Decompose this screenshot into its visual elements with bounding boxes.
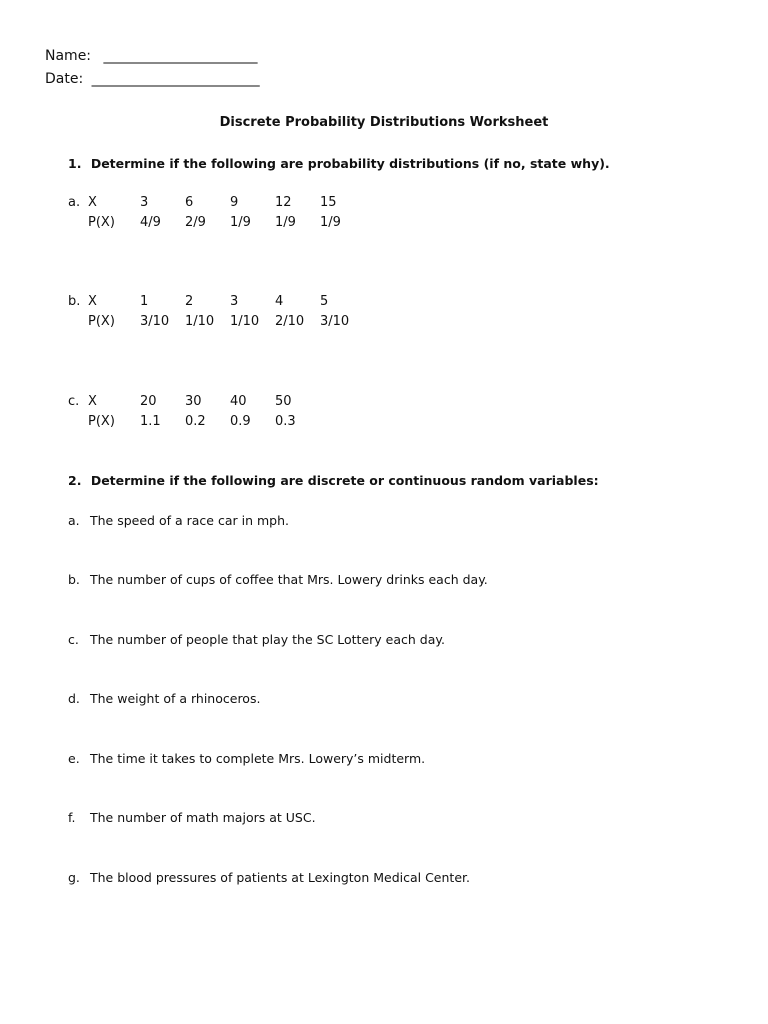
p-value: 1/9	[230, 214, 251, 230]
item-text: The number of people that play the SC Lottery each day.	[90, 632, 445, 647]
part-letter: b.	[68, 293, 81, 309]
date-line	[45, 71, 260, 87]
part-letter: c.	[68, 393, 80, 409]
x-label: X	[88, 293, 97, 309]
x-row	[68, 192, 365, 212]
p-row	[68, 311, 365, 331]
x-value: 9	[230, 194, 239, 210]
x-value: 50	[275, 393, 292, 409]
list-item	[68, 513, 289, 528]
x-value: 40	[230, 393, 247, 409]
x-label: X	[88, 194, 97, 210]
date-blank: ________________________	[91, 71, 260, 87]
item-letter: b.	[68, 572, 80, 587]
question-2	[68, 473, 599, 488]
question-2-number: 2.	[68, 473, 82, 488]
item-text: The blood pressures of patients at Lexington Medical Center.	[90, 870, 470, 885]
x-row	[68, 391, 320, 411]
distribution-table-c	[68, 391, 320, 431]
part-letter: a.	[68, 194, 81, 210]
list-item	[68, 632, 445, 647]
p-row	[68, 411, 320, 431]
question-1-number: 1.	[68, 156, 82, 171]
x-value: 12	[275, 194, 292, 210]
p-value: 1.1	[140, 413, 161, 429]
p-row	[68, 212, 365, 232]
page-title: Discrete Probability Distributions Worksheet	[219, 115, 549, 130]
p-value: 1/9	[320, 214, 341, 230]
question-1	[68, 156, 610, 171]
question-2-text: Determine if the following are discrete or continuous random variables:	[90, 473, 599, 488]
distribution-table-b	[68, 291, 365, 331]
x-value: 6	[185, 194, 194, 210]
x-value: 30	[185, 393, 202, 409]
item-letter: d.	[68, 691, 80, 706]
list-item	[68, 572, 488, 587]
name-label: Name:	[45, 48, 92, 64]
name-line	[45, 48, 257, 64]
item-text: The weight of a rhinoceros.	[90, 691, 261, 706]
p-value: 0.3	[275, 413, 296, 429]
p-value: 1/10	[230, 313, 260, 329]
p-label: P(X)	[88, 313, 115, 329]
p-value: 1/9	[275, 214, 296, 230]
p-value: 2/10	[275, 313, 305, 329]
p-value: 0.9	[230, 413, 251, 429]
p-value: 4/9	[140, 214, 161, 230]
x-value: 3	[140, 194, 149, 210]
x-label: X	[88, 393, 97, 409]
item-text: The time it takes to complete Mrs. Lowery’s midterm.	[90, 751, 426, 766]
x-value: 1	[140, 293, 149, 309]
p-label: P(X)	[88, 413, 115, 429]
x-value: 5	[320, 293, 329, 309]
list-item	[68, 691, 260, 706]
p-value: 0.2	[185, 413, 206, 429]
x-row	[68, 291, 365, 311]
x-value: 20	[140, 393, 157, 409]
item-letter: c.	[68, 632, 79, 647]
x-value: 15	[320, 194, 337, 210]
p-value: 3/10	[140, 313, 170, 329]
p-value: 2/9	[185, 214, 206, 230]
name-blank: ______________________	[103, 48, 258, 64]
x-value: 4	[275, 293, 284, 309]
x-value: 2	[185, 293, 194, 309]
x-value: 3	[230, 293, 239, 309]
item-text: The number of math majors at USC.	[90, 810, 316, 825]
p-label: P(X)	[88, 214, 115, 230]
distribution-table-a	[68, 192, 365, 232]
p-value: 3/10	[320, 313, 350, 329]
item-letter: e.	[68, 751, 80, 766]
item-letter: f.	[68, 810, 76, 825]
item-letter: a.	[68, 513, 80, 528]
item-text: The number of cups of coffee that Mrs. Lowery drinks each day.	[90, 572, 488, 587]
p-value: 1/10	[185, 313, 215, 329]
list-item	[68, 751, 425, 766]
item-text: The speed of a race car in mph.	[90, 513, 289, 528]
question-1-text: Determine if the following are probability distributions (if no, state why).	[90, 156, 610, 171]
list-item	[68, 870, 470, 885]
item-letter: g.	[68, 870, 80, 885]
date-label: Date:	[45, 71, 84, 87]
list-item	[68, 810, 316, 825]
